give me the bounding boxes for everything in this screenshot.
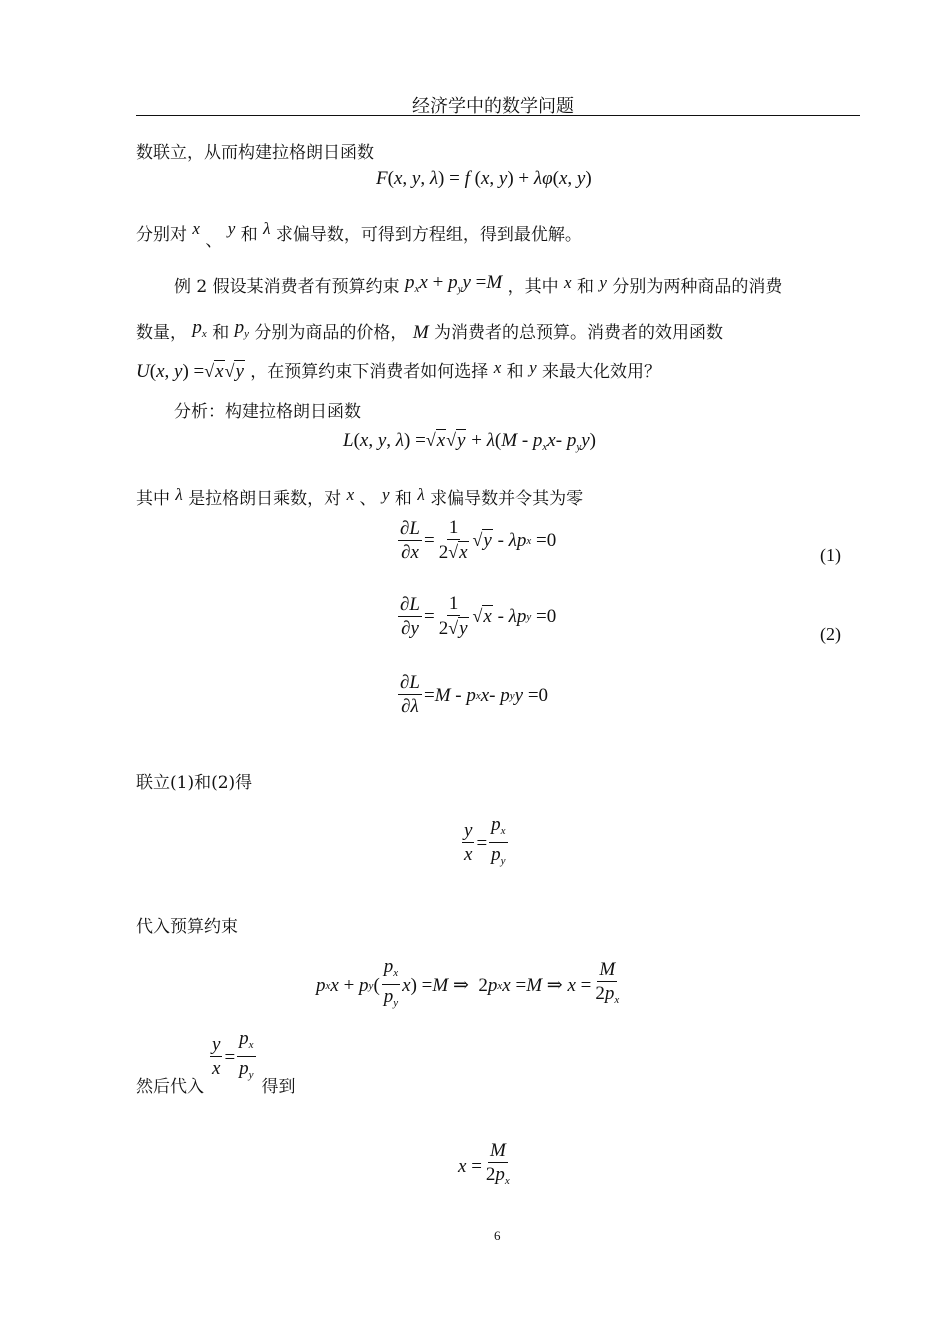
text-run: 是拉格朗日乘数，对 [188,489,342,509]
text-run: 例 2 假设某消费者有预算约束 [174,277,400,297]
text-run: 求偏导数，可得到方程组，得到最优解。 [275,225,582,245]
paragraph-text: 联立(1)和(2)得 [136,773,253,793]
text-run: ，在预算约束下消费者如何选择 [250,362,489,382]
math-y: y [227,219,236,238]
equation-number: (2) [820,624,841,644]
equation-ratio-inline: $\frac{y}{x}$ = $\frac{p_x}{p_y}$ [212,1028,254,1081]
paragraph-text: 代入预算约束 [136,917,238,937]
math-x: x [493,358,502,377]
example-paragraph-line [136,357,661,383]
paragraph-text [136,484,583,509]
math-y: y [381,485,390,504]
page-number: 6 [494,1228,501,1243]
math-M: M [412,322,429,343]
equation-lagrangian: L(x, y, $\lambda) =√x√y + \lambda(M - p_xx-$ $p_yy$) [343,430,596,453]
math-lambda: λ [417,485,425,504]
equation-lagrange-general: F(x, y, λ) = f (x, y) + λφ(x, y) [376,168,592,189]
equation-partial-x: $\frac{\partial L}{\partial x}$ = $\frac{1}{2√x}$ √y - λp x =0 [400,517,557,563]
text-run: 和 [576,277,594,297]
math-lambda: λ [263,219,271,238]
math-budget-constraint: $p_xx + p_yy =M$ [405,272,503,295]
equation-substitution: p x x + p y ( $\frac{p_x}{p_y}$ x ) = M ⇒ 2 p x x = M ⇒ x = $\frac{M}{2p_x}$ [316,956,620,1009]
header-rule [136,115,860,116]
page-header-title: 经济学中的数学问题 [412,96,574,117]
text-run: 和 [212,323,230,343]
text-run: 数量， [136,323,187,343]
equation-partial-lambda: $\frac{\partial L}{\partial\lambda}$ = M - p x x - p y y =0 [400,672,549,717]
text-run: 其中 [136,489,170,509]
text-run: 和 [240,225,258,245]
text-run: 为消费者的总预算。消费者的效用函数 [434,323,724,343]
text-run: 分别为商品的价格， [254,323,408,343]
example-paragraph-line [136,318,723,345]
paragraph-text [136,1028,296,1099]
text-run: 来最大化效用？ [542,362,662,382]
math-px: $p_x$ [192,317,207,340]
math-x: x [192,219,200,238]
math-y: y [529,358,537,377]
text-run: 分别对 [136,225,187,245]
equation-number: (1) [820,545,841,565]
math-utility-function: U(x, y) =√x√y [136,361,244,382]
math-x: x [346,485,355,504]
text-run: 得到 [261,1077,296,1097]
example-paragraph-line [174,272,782,299]
text-run: 、 [205,231,223,251]
text-run: 然后代入 [136,1077,204,1097]
math-x: x [564,273,572,292]
paragraph-text [136,219,582,251]
text-run: 分别为两种商品的消费 [612,277,783,297]
analysis-heading: 分析：构建拉格朗日函数 [174,402,361,422]
math-lambda: λ [175,485,183,504]
text-run: 、 [359,489,377,509]
text-run: 和 [506,362,524,382]
equation-partial-y: $\frac{\partial L}{\partial y}$ = $\frac{1}{2√y}$ √x - λp y =0 [400,593,557,639]
text-run: 和 [394,489,412,509]
math-py: $p_y$ [234,317,249,340]
text-run: ，其中 [507,277,559,297]
text-run: 求偏导数并令其为零 [430,489,584,509]
equation-ratio: $\frac{y}{x}$ = $\frac{p_x}{p_y}$ [464,814,506,867]
math-y: y [599,273,607,292]
equation-result-x: x = $\frac{M}{2p_x}$ [458,1140,510,1187]
paragraph-text: 数联立，从而构建拉格朗日函数 [136,143,374,163]
